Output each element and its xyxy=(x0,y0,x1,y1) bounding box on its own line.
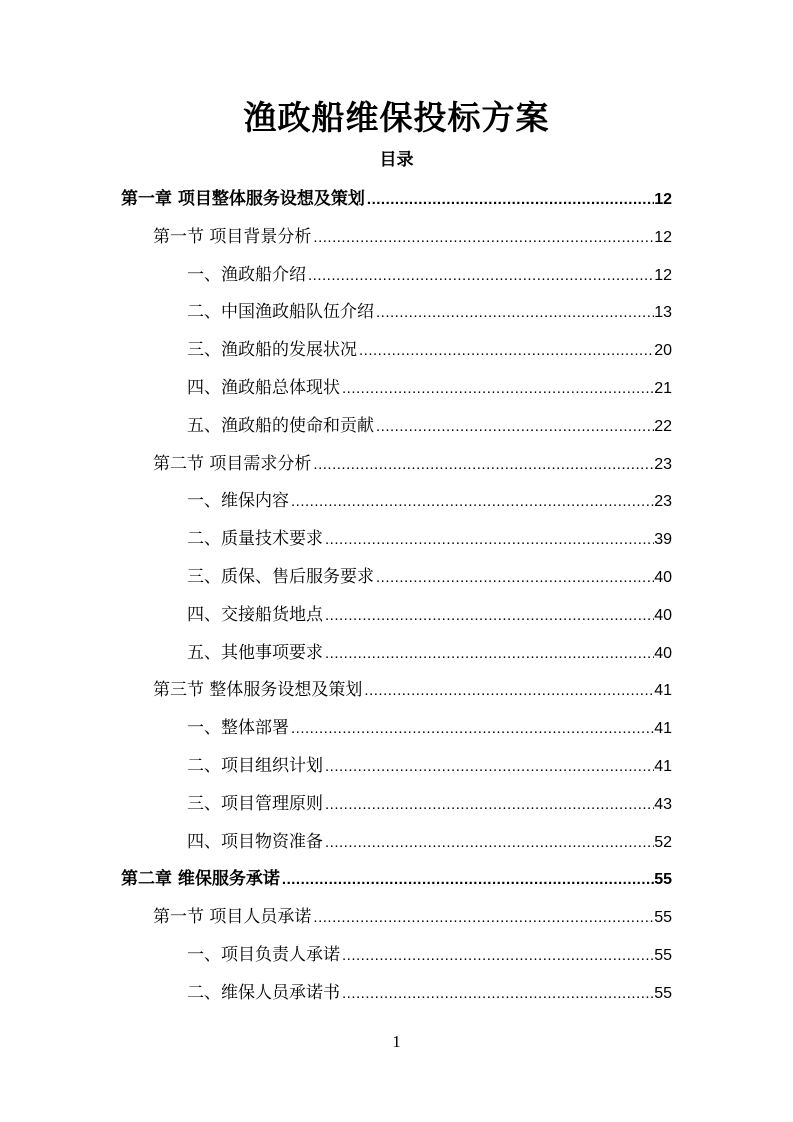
toc-entry-page: 41 xyxy=(654,758,672,775)
toc-entry-subsection[interactable] xyxy=(187,331,672,369)
toc-entry-page: 41 xyxy=(654,720,672,738)
toc-entry-subsection[interactable] xyxy=(187,596,672,634)
toc-row xyxy=(0,596,793,634)
toc-entry-label: 三、渔政船的发展状况 xyxy=(187,340,357,361)
toc-entry-chapter-2[interactable] xyxy=(121,860,672,898)
toc-entry-label: 五、其他事项要求 xyxy=(187,642,323,663)
toc-entry-label: 第三节 整体服务设想及策划 xyxy=(153,680,363,701)
toc-entry-label: 五、渔政船的使命和贡献 xyxy=(187,415,374,436)
toc-row xyxy=(0,482,793,520)
toc-entry-label: 第一节 项目人员承诺 xyxy=(153,907,312,928)
dot-leader xyxy=(289,710,654,748)
toc-entry-section[interactable] xyxy=(153,671,672,709)
table-of-contents xyxy=(0,180,793,1003)
toc-entry-page: 12 xyxy=(654,228,672,246)
toc-entry-page: 39 xyxy=(654,531,672,549)
toc-entry-page: 21 xyxy=(654,380,672,397)
toc-row xyxy=(0,180,793,218)
toc-entry-page: 20 xyxy=(654,342,672,360)
toc-entry-chapter-1[interactable] xyxy=(121,180,672,218)
toc-row xyxy=(0,747,793,785)
toc-entry-subsection[interactable] xyxy=(187,407,672,445)
toc-row xyxy=(0,520,793,558)
dot-leader xyxy=(340,370,654,408)
toc-entry-subsection[interactable] xyxy=(187,520,672,558)
toc-entry-subsection[interactable] xyxy=(187,558,672,596)
toc-entry-subsection[interactable] xyxy=(187,634,672,672)
toc-row xyxy=(0,974,793,1012)
dot-leader xyxy=(289,483,654,521)
toc-entry-subsection[interactable] xyxy=(187,369,672,407)
dot-leader xyxy=(362,672,654,710)
dot-leader xyxy=(323,635,654,673)
toc-entry-page: 22 xyxy=(654,417,672,435)
toc-row xyxy=(0,407,793,445)
toc-entry-page: 55 xyxy=(654,871,672,889)
toc-entry-label: 一、项目负责人承诺 xyxy=(187,945,340,965)
toc-row xyxy=(0,860,793,898)
toc-heading: 目录 xyxy=(379,150,414,170)
toc-entry-subsection[interactable] xyxy=(187,747,672,785)
dot-leader xyxy=(340,975,654,1013)
dot-leader xyxy=(323,748,654,786)
toc-row xyxy=(0,445,793,483)
toc-entry-label: 三、质保、售后服务要求 xyxy=(187,567,374,587)
toc-entry-label: 二、质量技术要求 xyxy=(187,529,323,550)
toc-entry-label: 二、维保人员承诺书 xyxy=(187,982,340,1003)
dot-leader xyxy=(357,332,654,370)
dot-leader xyxy=(374,559,654,597)
toc-entry-page: 12 xyxy=(654,191,672,208)
dot-leader xyxy=(323,597,654,635)
toc-entry-subsection[interactable] xyxy=(187,974,672,1012)
dot-leader xyxy=(374,408,654,446)
toc-entry-page: 55 xyxy=(654,947,672,964)
toc-entry-subsection[interactable] xyxy=(187,482,672,520)
toc-entry-label: 一、渔政船介绍 xyxy=(187,264,306,285)
toc-entry-label: 二、中国渔政船队伍介绍 xyxy=(187,302,374,323)
dot-leader xyxy=(280,861,654,899)
toc-row xyxy=(0,709,793,747)
toc-entry-subsection[interactable] xyxy=(187,936,672,974)
dot-leader xyxy=(323,824,654,862)
toc-entry-label: 第二节 项目需求分析 xyxy=(153,453,312,474)
toc-entry-subsection[interactable] xyxy=(187,709,672,747)
toc-entry-page: 23 xyxy=(654,493,672,511)
toc-entry-subsection[interactable] xyxy=(187,293,672,331)
toc-row xyxy=(0,823,793,861)
dot-leader xyxy=(365,181,654,219)
document-title: 渔政船维保投标方案 xyxy=(243,98,550,137)
toc-entry-page: 55 xyxy=(654,909,672,927)
toc-entry-page: 12 xyxy=(654,266,672,284)
toc-row xyxy=(0,558,793,596)
toc-entry-page: 23 xyxy=(654,455,672,473)
toc-row xyxy=(0,634,793,672)
toc-entry-page: 55 xyxy=(654,984,672,1002)
toc-row xyxy=(0,218,793,256)
toc-entry-section[interactable] xyxy=(153,898,672,936)
toc-entry-label: 一、整体部署 xyxy=(187,718,289,739)
toc-entry-label: 一、维保内容 xyxy=(187,491,289,512)
toc-row xyxy=(0,369,793,407)
toc-entry-page: 41 xyxy=(654,682,672,700)
toc-entry-subsection[interactable] xyxy=(187,785,672,823)
toc-entry-page: 52 xyxy=(654,833,672,851)
toc-row xyxy=(0,331,793,369)
dot-leader xyxy=(306,257,654,295)
toc-entry-label: 四、交接船货地点 xyxy=(187,604,323,625)
toc-row xyxy=(0,898,793,936)
toc-entry-section[interactable] xyxy=(153,218,672,256)
toc-row xyxy=(0,936,793,974)
toc-entry-label: 第一节 项目背景分析 xyxy=(153,226,312,247)
toc-entry-label: 四、项目物资准备 xyxy=(187,831,323,852)
toc-entry-page: 40 xyxy=(654,606,672,624)
toc-entry-page: 40 xyxy=(654,644,672,662)
toc-row xyxy=(0,256,793,294)
toc-entry-subsection[interactable] xyxy=(187,256,672,294)
dot-leader xyxy=(311,899,654,937)
dot-leader xyxy=(340,937,654,975)
page-number: 1 xyxy=(392,1032,401,1051)
toc-entry-label: 四、渔政船总体现状 xyxy=(187,378,340,398)
toc-entry-page: 13 xyxy=(654,304,672,322)
toc-entry-label: 三、项目管理原则 xyxy=(187,793,323,814)
toc-row xyxy=(0,293,793,331)
toc-entry-subsection[interactable] xyxy=(187,823,672,861)
toc-row xyxy=(0,785,793,823)
dot-leader xyxy=(323,521,654,559)
toc-entry-label: 二、项目组织计划 xyxy=(187,756,323,776)
toc-entry-page: 40 xyxy=(654,569,672,586)
dot-leader xyxy=(323,786,654,824)
toc-entry-section[interactable] xyxy=(153,445,672,483)
toc-entry-label: 第一章 项目整体服务设想及策划 xyxy=(121,189,365,209)
toc-entry-label: 第二章 维保服务承诺 xyxy=(121,869,280,890)
dot-leader xyxy=(374,294,654,332)
dot-leader xyxy=(311,446,654,484)
toc-entry-page: 43 xyxy=(654,795,672,813)
toc-row xyxy=(0,671,793,709)
dot-leader xyxy=(311,219,654,257)
